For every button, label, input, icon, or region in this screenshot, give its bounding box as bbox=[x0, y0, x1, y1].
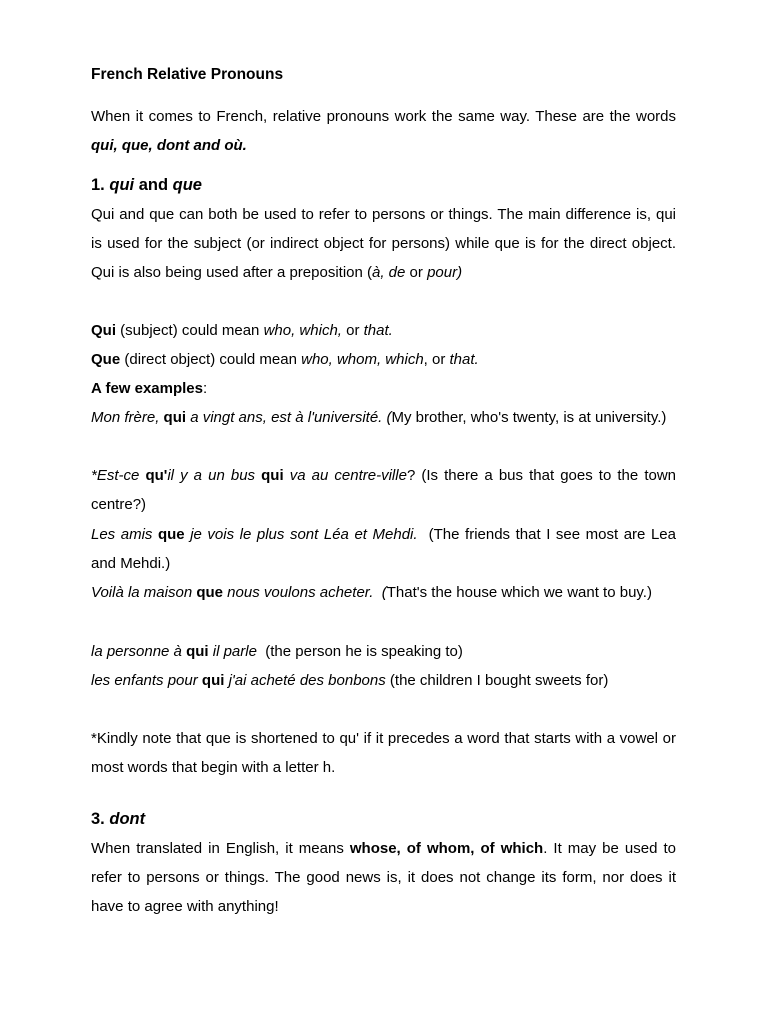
section-1-text: Qui and que can both be used to refer to persons or things. The main difference is, qui is used for the subject (or indirect object for persons) while que is for the direct object. Qui is also being used after a preposition ( bbox=[91, 206, 676, 281]
example-2-translation: ? (Is there a bus that goes to the town centre?) bbox=[91, 467, 677, 513]
qui-or: or bbox=[341, 322, 364, 339]
section-1-number: 1. bbox=[91, 176, 110, 194]
page-title: French Relative Pronouns bbox=[91, 66, 284, 83]
example-2-part-e: va au centre-ville bbox=[283, 467, 407, 484]
example-2-part-c: il y a un bus bbox=[167, 467, 262, 484]
intro-paragraph bbox=[91, 102, 676, 160]
example-4-part-c: nous voulons acheter. ( bbox=[223, 584, 387, 601]
que-label: Que bbox=[91, 351, 121, 368]
examples-colon: : bbox=[203, 380, 208, 397]
example-1 bbox=[91, 403, 676, 432]
example-2-pronoun: qui bbox=[261, 467, 284, 484]
section-3-number: 3. bbox=[91, 810, 110, 828]
qui-label: Qui bbox=[91, 322, 116, 339]
section-1-qui: qui bbox=[109, 176, 135, 194]
section-1-que: que bbox=[172, 176, 202, 194]
que-that: that. bbox=[449, 351, 479, 368]
example-6 bbox=[91, 666, 676, 695]
example-4-translation: That's the house which we want to buy.) bbox=[386, 584, 652, 601]
section-1-and: and bbox=[134, 176, 173, 194]
example-1-translation: My brother, who's twenty, is at university.) bbox=[391, 409, 667, 426]
example-3-translation: (The friends that I see most are Lea and Mehdi.) bbox=[91, 526, 681, 572]
example-1-part-c: a vingt ans, est à l'université. ( bbox=[186, 409, 392, 426]
example-6-part-c: j'ai acheté des bonbons bbox=[224, 672, 386, 689]
example-5-part-a: la personne à bbox=[91, 643, 187, 660]
qui-mid-text: (subject) could mean bbox=[116, 322, 264, 339]
qui-definition bbox=[91, 316, 676, 345]
example-2-part-a: *Est-ce bbox=[91, 467, 146, 484]
section-3-heading bbox=[91, 805, 145, 834]
example-6-pronoun: qui bbox=[201, 672, 225, 689]
section-3-dont: dont bbox=[109, 810, 146, 828]
section-3-text-b: . It may be used to refer to persons or things. The good news is, it does not change its form, nor does it have to agree with anything! bbox=[91, 840, 676, 915]
example-6-part-a: les enfants pour bbox=[91, 672, 202, 689]
intro-text: When it comes to French, relative pronouns work the same way. These are the words bbox=[91, 108, 676, 125]
example-4-pronoun: que bbox=[196, 584, 224, 601]
section-3-text-a: When translated in English, it means bbox=[91, 840, 350, 857]
example-1-pronoun: qui bbox=[163, 409, 187, 426]
preposition-a-de: à, de bbox=[372, 264, 406, 281]
example-6-translation: (the children I bought sweets for) bbox=[385, 672, 609, 689]
shortening-note: *Kindly note that que is shortened to qu' if it precedes a word that starts with a vowel or most words that begin with a letter h. bbox=[91, 730, 676, 776]
example-4 bbox=[91, 578, 676, 607]
section-1-paragraph bbox=[91, 200, 676, 287]
example-3-pronoun: que bbox=[157, 526, 185, 543]
examples-label-text: A few examples bbox=[91, 380, 203, 397]
example-3 bbox=[91, 520, 681, 578]
example-5-translation: (the person he is speaking to) bbox=[256, 643, 463, 660]
example-4-part-a: Voilà la maison bbox=[91, 584, 197, 601]
example-2 bbox=[91, 461, 676, 519]
section-3-paragraph bbox=[91, 834, 676, 921]
que-meaning: who, whom, which bbox=[301, 351, 424, 368]
example-5 bbox=[91, 637, 676, 666]
qui-meaning: who, which, bbox=[263, 322, 342, 339]
que-definition bbox=[91, 345, 676, 374]
example-2-qu: qu' bbox=[145, 467, 168, 484]
intro-pronouns: qui, que, dont and où. bbox=[91, 137, 247, 154]
examples-label bbox=[91, 374, 676, 403]
example-3-part-a: Les amis bbox=[91, 526, 158, 543]
preposition-or: or bbox=[405, 264, 428, 281]
example-3-part-c: je vois le plus sont Léa et Mehdi. bbox=[184, 526, 418, 543]
example-5-part-c: il parle bbox=[208, 643, 257, 660]
preposition-pour: pour) bbox=[427, 264, 463, 281]
que-mid-text: (direct object) could mean bbox=[120, 351, 302, 368]
que-or: , or bbox=[423, 351, 450, 368]
section-3-meanings: whose, of whom, of which bbox=[349, 840, 544, 857]
example-5-pronoun: qui bbox=[186, 643, 209, 660]
section-1-heading bbox=[91, 171, 202, 200]
example-1-part-a: Mon frère, bbox=[91, 409, 164, 426]
qui-that: that. bbox=[363, 322, 393, 339]
